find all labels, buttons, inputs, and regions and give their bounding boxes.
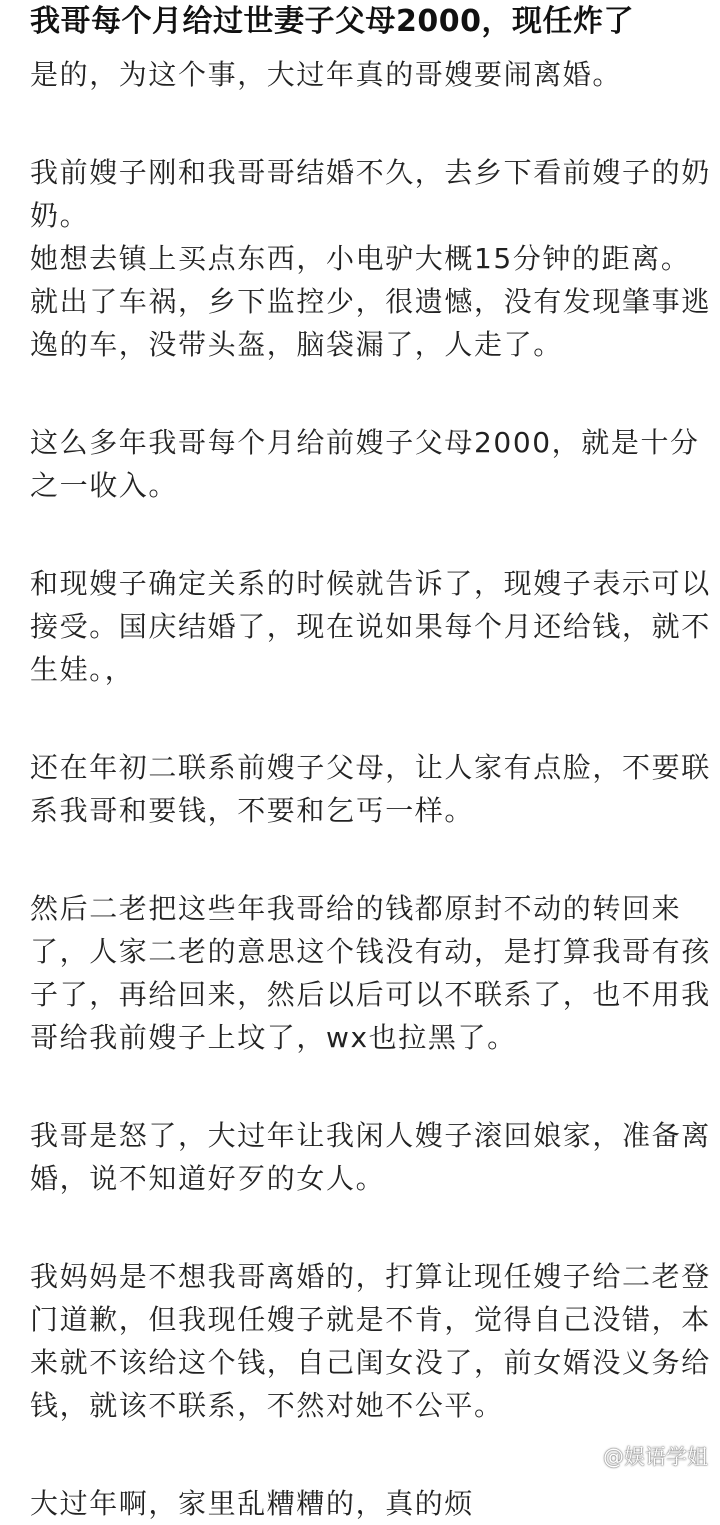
paragraph-line: 大过年啊，家里乱糟糟的，真的烦	[30, 1487, 475, 1520]
paragraph-line: 我妈妈是不想我哥离婚的，打算让现任嫂子给二老登	[30, 1260, 711, 1293]
paragraph-line: 子了，再给回来，然后以后可以不联系了，也不用我	[30, 978, 711, 1011]
paragraph-line: 就出了车祸，乡下监控少，很遗憾，没有发现肇事逃	[30, 285, 711, 318]
paragraph-line: 系我哥和要钱，不要和乞丐一样。	[30, 794, 475, 827]
paragraph-line: 她想去镇上买点东西，小电驴大概15分钟的距离。	[30, 242, 691, 275]
post-paragraph	[30, 1482, 690, 1525]
paragraph-line: 和现嫂子确定关系的时候就告诉了，现嫂子表示可以	[30, 567, 711, 600]
paragraph-line: 生娃。，	[30, 653, 135, 686]
post-paragraph	[30, 887, 711, 1059]
paragraph-line: 是的，为这个事，大过年真的哥嫂要闹离婚。	[30, 58, 623, 91]
paragraph-line: 还在年初二联系前嫂子父母，让人家有点脸，不要联	[30, 751, 711, 784]
paragraph-line: 我哥是怒了，大过年让我闲人嫂子滚回娘家，准备离	[30, 1119, 711, 1152]
paragraph-line: 了，人家二老的意思这个钱没有动，是打算我哥有孩	[30, 935, 711, 968]
paragraph-line: 门道歉，但我现任嫂子就是不肯，觉得自己没错，本	[30, 1303, 711, 1336]
watermark-text: @娱语学姐	[603, 1445, 708, 1469]
paragraph-line: 然后二老把这些年我哥给的钱都原封不动的转回来	[30, 892, 682, 925]
paragraph-line: 这么多年我哥每个月给前嫂子父母2000，就是十分	[30, 426, 700, 459]
post-body	[30, 53, 711, 1525]
paragraph-line: 钱，就该不联系，不然对她不公平。	[30, 1389, 504, 1422]
post-title: 我哥每个月给过世妻子父母2000，现任炸了	[30, 4, 634, 39]
paragraph-line: 逸的车，没带头盔，脑袋漏了，人走了。	[30, 328, 563, 361]
post-paragraph	[30, 421, 700, 507]
post-paragraph	[30, 746, 711, 832]
paragraph-line: 之一收入。	[30, 469, 179, 502]
paragraph-line: 接受。国庆结婚了，现在说如果每个月还给钱，就不	[30, 610, 711, 643]
weibo-icon	[569, 1445, 599, 1469]
watermark	[569, 1444, 708, 1470]
paragraph-line: 哥给我前嫂子上坟了，wx也拉黑了。	[30, 1021, 517, 1054]
paragraph-line: 婚，说不知道好歹的女人。	[30, 1162, 386, 1195]
post-paragraph	[30, 1114, 711, 1200]
paragraph-line: 来就不该给这个钱，自己闺女没了，前女婿没义务给	[30, 1346, 711, 1379]
paragraph-line: 我前嫂子刚和我哥哥结婚不久，去乡下看前嫂子的奶	[30, 156, 711, 189]
post-paragraph	[30, 1255, 711, 1427]
post-paragraph	[30, 562, 711, 691]
post-paragraph	[30, 53, 690, 96]
post-paragraph	[30, 151, 711, 366]
paragraph-line: 奶。	[30, 199, 90, 232]
